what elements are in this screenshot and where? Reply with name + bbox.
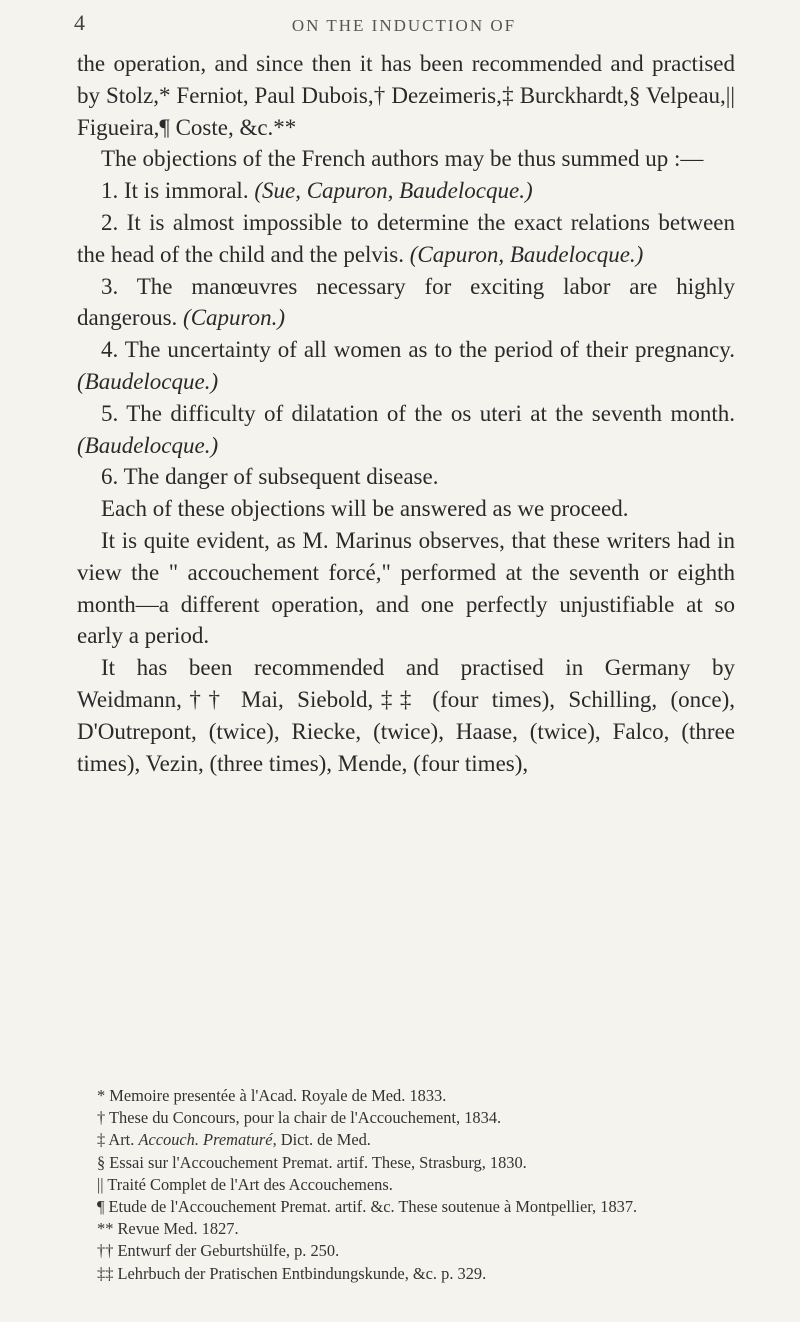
footnote: ** Revue Med. 1827. <box>97 1219 239 1239</box>
paragraph-continuation: the operation, and since then it has been recommended and practised by Stolz,* Ferniot, Paul Dubois,† Dezeimeris,‡ Burckhardt,§ Velpeau,|| Figueira,¶ Coste, &c.** <box>77 51 735 140</box>
paragraph-objections-intro: The objections of the French authors may be thus summed up :— <box>101 146 704 172</box>
footnote: || Traité Complet de l'Art des Accouchemens. <box>97 1174 393 1194</box>
footnote: § Essai sur l'Accouchement Premat. artif. These, Strasburg, 1830. <box>97 1152 527 1172</box>
footnote: †† Entwurf der Geburtshülfe, p. 250. <box>97 1241 340 1261</box>
objection-item: 2. It is almost impossible to determine the exact relations between the head of the child and the pelvis. (Capuron, Baudelocque.) <box>77 209 735 267</box>
objection-source: (Capuron, Baudelocque.) <box>409 241 644 267</box>
objection-item: 5. The difficulty of dilatation of the os uteri at the seventh month. (Baudelocque.) <box>77 400 735 458</box>
running-title: ON THE INDUCTION OF <box>291 16 517 35</box>
objection-source: (Baudelocque.) <box>77 368 219 394</box>
paragraph-marinus: It is quite evident, as M. Marinus observes, that these writers had in view the " accouchement forcé," performed at the seventh or eighth month—a different operation, and one perfectly unjustifiable at so early a period. <box>77 527 735 649</box>
objection-source: (Baudelocque.) <box>77 432 219 458</box>
objection-source: (Sue, Capuron, Baudelocque.) <box>254 178 533 204</box>
paragraph-answer-note: Each of these objections will be answered as we proceed. <box>101 496 629 522</box>
objection-item: 3. The manœuvres necessary for exciting labor are highly dangerous. (Capuron.) <box>77 273 735 331</box>
objection-source: (Capuron.) <box>183 305 286 331</box>
body-text <box>77 48 735 779</box>
objection-item: 1. It is immoral. (Sue, Capuron, Baudelocque.) <box>101 178 533 204</box>
objection-item: 6. The danger of subsequent disease. <box>101 464 439 490</box>
footnote: † These du Concours, pour la chair de l'Accouchement, 1834. <box>97 1108 502 1128</box>
footnote: * Memoire presentée à l'Acad. Royale de Med. 1833. <box>97 1086 447 1105</box>
footnotes <box>77 1085 735 1285</box>
page-header <box>74 8 734 38</box>
footnote: ¶ Etude de l'Accouchement Premat. artif. &c. These soutenue à Montpellier, 1837. <box>97 1197 638 1217</box>
paragraph-germany: It has been recommended and practised in Germany by Weidmann,†† Mai, Siebold,‡‡ (four times), Schilling, (once), D'Outrepont, (twice), Riecke, (twice), Haase, (twice), Falco, (three times), Vezin, (three times), Mende, (four times), <box>77 655 735 776</box>
objection-item: 4. The uncertainty of all women as to the period of their pregnancy. (Baudelocque.) <box>77 337 735 394</box>
page-number: 4 <box>74 10 85 35</box>
footnote: ‡ Art. Accouch. Prematuré, Dict. de Med. <box>97 1130 371 1150</box>
footnote: ‡‡ Lehrbuch der Pratischen Entbindungskunde, &c. p. 329. <box>97 1263 487 1283</box>
